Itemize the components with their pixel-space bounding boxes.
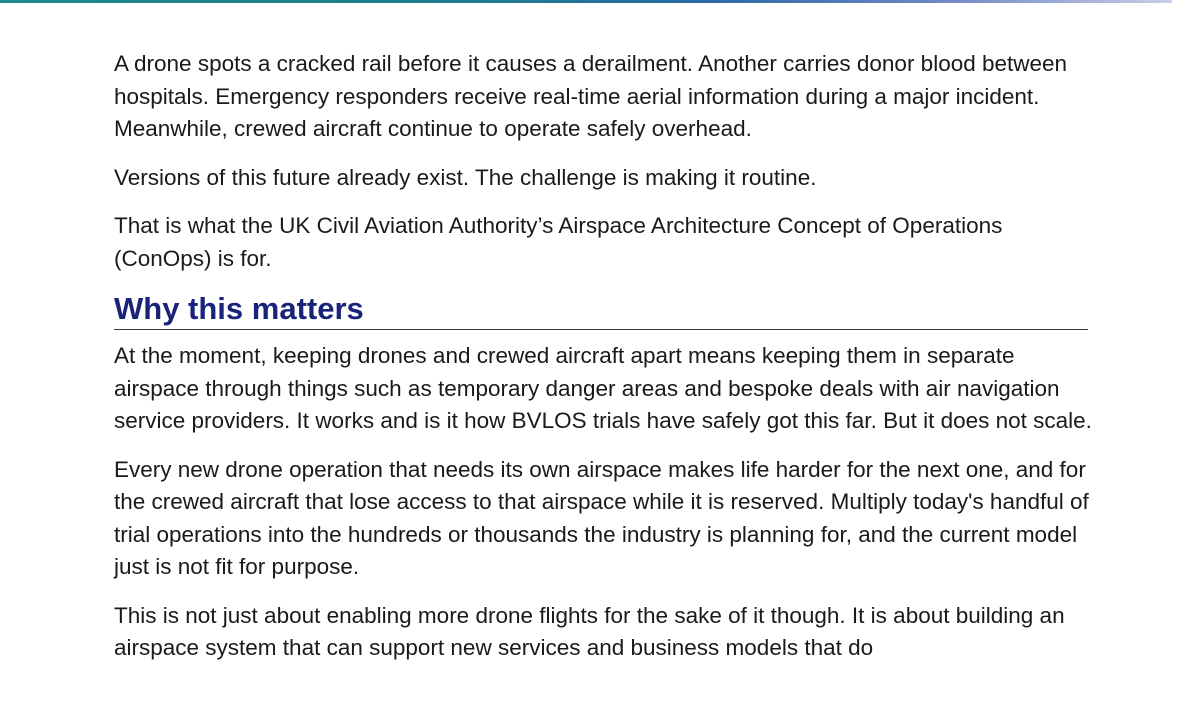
section-heading: Why this matters	[114, 291, 1088, 330]
intro-paragraph-3: That is what the UK Civil Aviation Authority’s Airspace Architecture Concept of Operations (ConOps) is for.	[114, 213, 1003, 271]
intro-paragraph-1: A drone spots a cracked rail before it causes a derailment. Another carries donor blood between hospitals. Emergency responders receive real-time aerial information during a major incident. Meanwhile, crewed aircraft continue to operate safely overhead.	[114, 51, 1068, 141]
section-paragraph-1: At the moment, keeping drones and crewed aircraft apart means keeping them in separate airspace through things such as temporary danger areas and bespoke deals with air navigation service providers. It works and is it how BVLOS trials have safely got this far. But it does not scale.	[114, 343, 1092, 433]
section-paragraph-2: Every new drone operation that needs its own airspace makes life harder for the next one, and for the crewed aircraft that lose access to that airspace while it is reserved. Multiply today's handful of trial operations into the hundreds or thousands the industry is planning for, and the current model just is not fit for purpose.	[114, 456, 1089, 579]
intro-paragraph-2: Versions of this future already exist. The challenge is making it routine.	[114, 164, 817, 190]
section-paragraph-3: This is not just about enabling more drone flights for the sake of it though. It is about building an airspace system that can support new services and business models that do	[114, 602, 1065, 660]
article-body	[114, 48, 1094, 681]
top-accent-bar	[0, 0, 1172, 3]
